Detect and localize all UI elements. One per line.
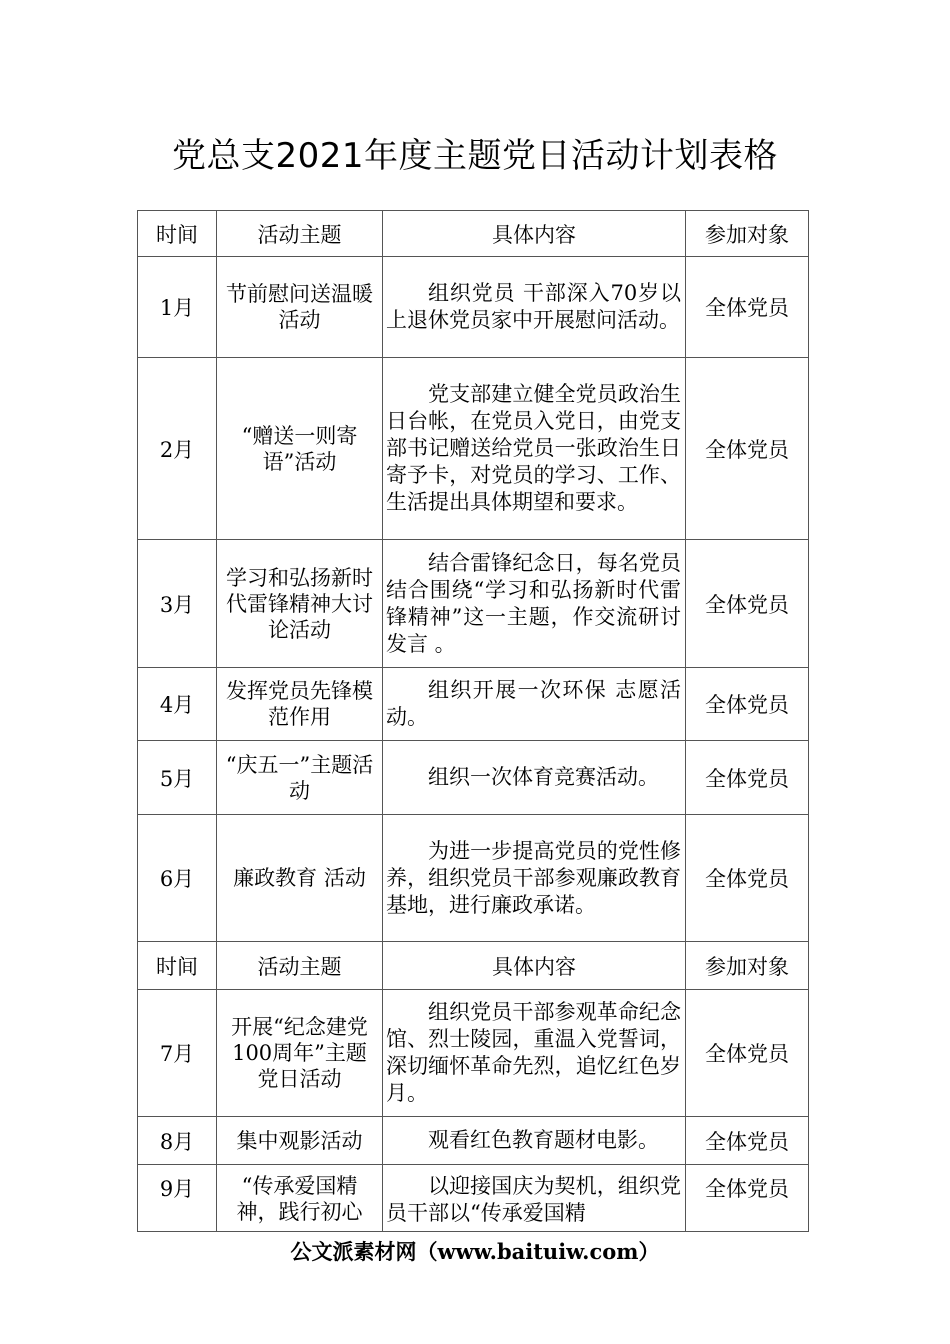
row-content: 组织党员干部参观革命纪念馆、烈士陵园，重温入党誓词，深切缅怀革命先烈，追忆红色岁月。 (383, 990, 686, 1117)
row-target: 全体党员 (686, 1117, 809, 1165)
header-target: 参加对象 (686, 211, 809, 257)
row-content: 组织开展一次环保 志愿活动。 (383, 668, 686, 741)
row-month: 4月 (138, 668, 217, 741)
row-theme: 发挥党员先锋模范作用 (217, 668, 383, 741)
table-row (138, 741, 809, 815)
header-time: 时间 (138, 211, 217, 257)
activity-plan-table (137, 210, 809, 1232)
row-content: 以迎接国庆为契机，组织党员干部以“传承爱国精 (383, 1165, 686, 1232)
row-month: 6月 (138, 815, 217, 942)
row-month: 9月 (138, 1165, 217, 1232)
footer-source: 公文派素材网（www.baituiw.com） (290, 1239, 660, 1264)
table-row (138, 990, 809, 1117)
row-theme: 节前慰问送温暖活动 (217, 257, 383, 358)
table-row (138, 1165, 809, 1232)
table-header-row-repeat (138, 942, 809, 990)
header-content: 具体内容 (383, 942, 686, 990)
row-target: 全体党员 (686, 1165, 809, 1232)
row-month: 8月 (138, 1117, 217, 1165)
row-theme: 廉政教育 活动 (217, 815, 383, 942)
row-target: 全体党员 (686, 540, 809, 668)
row-month: 7月 (138, 990, 217, 1117)
row-target: 全体党员 (686, 741, 809, 815)
header-theme: 活动主题 (217, 942, 383, 990)
row-target: 全体党员 (686, 815, 809, 942)
row-month: 5月 (138, 741, 217, 815)
row-theme: 学习和弘扬新时代雷锋精神大讨论活动 (217, 540, 383, 668)
page-title: 党总支2021年度主题党日活动计划表格 (171, 136, 779, 176)
row-month: 1月 (138, 257, 217, 358)
row-month: 2月 (138, 358, 217, 540)
header-theme: 活动主题 (217, 211, 383, 257)
row-theme: 集中观影活动 (217, 1117, 383, 1165)
table-row (138, 1117, 809, 1165)
row-content: 组织一次体育竞赛活动。 (383, 741, 686, 815)
table-row (138, 257, 809, 358)
row-content: 党支部建立健全党员政治生日台帐，在党员入党日，由党支部书记赠送给党员一张政治生日寄予卡，对党员的学习、工作、生活提出具体期望和要求。 (383, 358, 686, 540)
table-row (138, 540, 809, 668)
row-target: 全体党员 (686, 990, 809, 1117)
row-month: 3月 (138, 540, 217, 668)
table-header-row (138, 211, 809, 257)
table-row (138, 358, 809, 540)
row-theme: “庆五一”主题活动 (217, 741, 383, 815)
row-target: 全体党员 (686, 358, 809, 540)
row-theme: 开展“纪念建党100周年”主题党日活动 (217, 990, 383, 1117)
table-row (138, 815, 809, 942)
table-row (138, 668, 809, 741)
row-target: 全体党员 (686, 257, 809, 358)
header-time: 时间 (138, 942, 217, 990)
row-content: 组织党员 干部深入70岁以上退休党员家中开展慰问活动。 (383, 257, 686, 358)
row-content: 结合雷锋纪念日，每名党员结合围绕“学习和弘扬新时代雷锋精神”这一主题，作交流研讨发言 。 (383, 540, 686, 668)
header-target: 参加对象 (686, 942, 809, 990)
row-theme: “传承爱国精神，践行初心 (217, 1165, 383, 1232)
row-theme: “赠送一则寄语”活动 (217, 358, 383, 540)
header-content: 具体内容 (383, 211, 686, 257)
row-content: 为进一步提高党员的党性修养，组织党员干部参观廉政教育基地，进行廉政承诺。 (383, 815, 686, 942)
row-target: 全体党员 (686, 668, 809, 741)
row-content: 观看红色教育题材电影。 (383, 1117, 686, 1165)
